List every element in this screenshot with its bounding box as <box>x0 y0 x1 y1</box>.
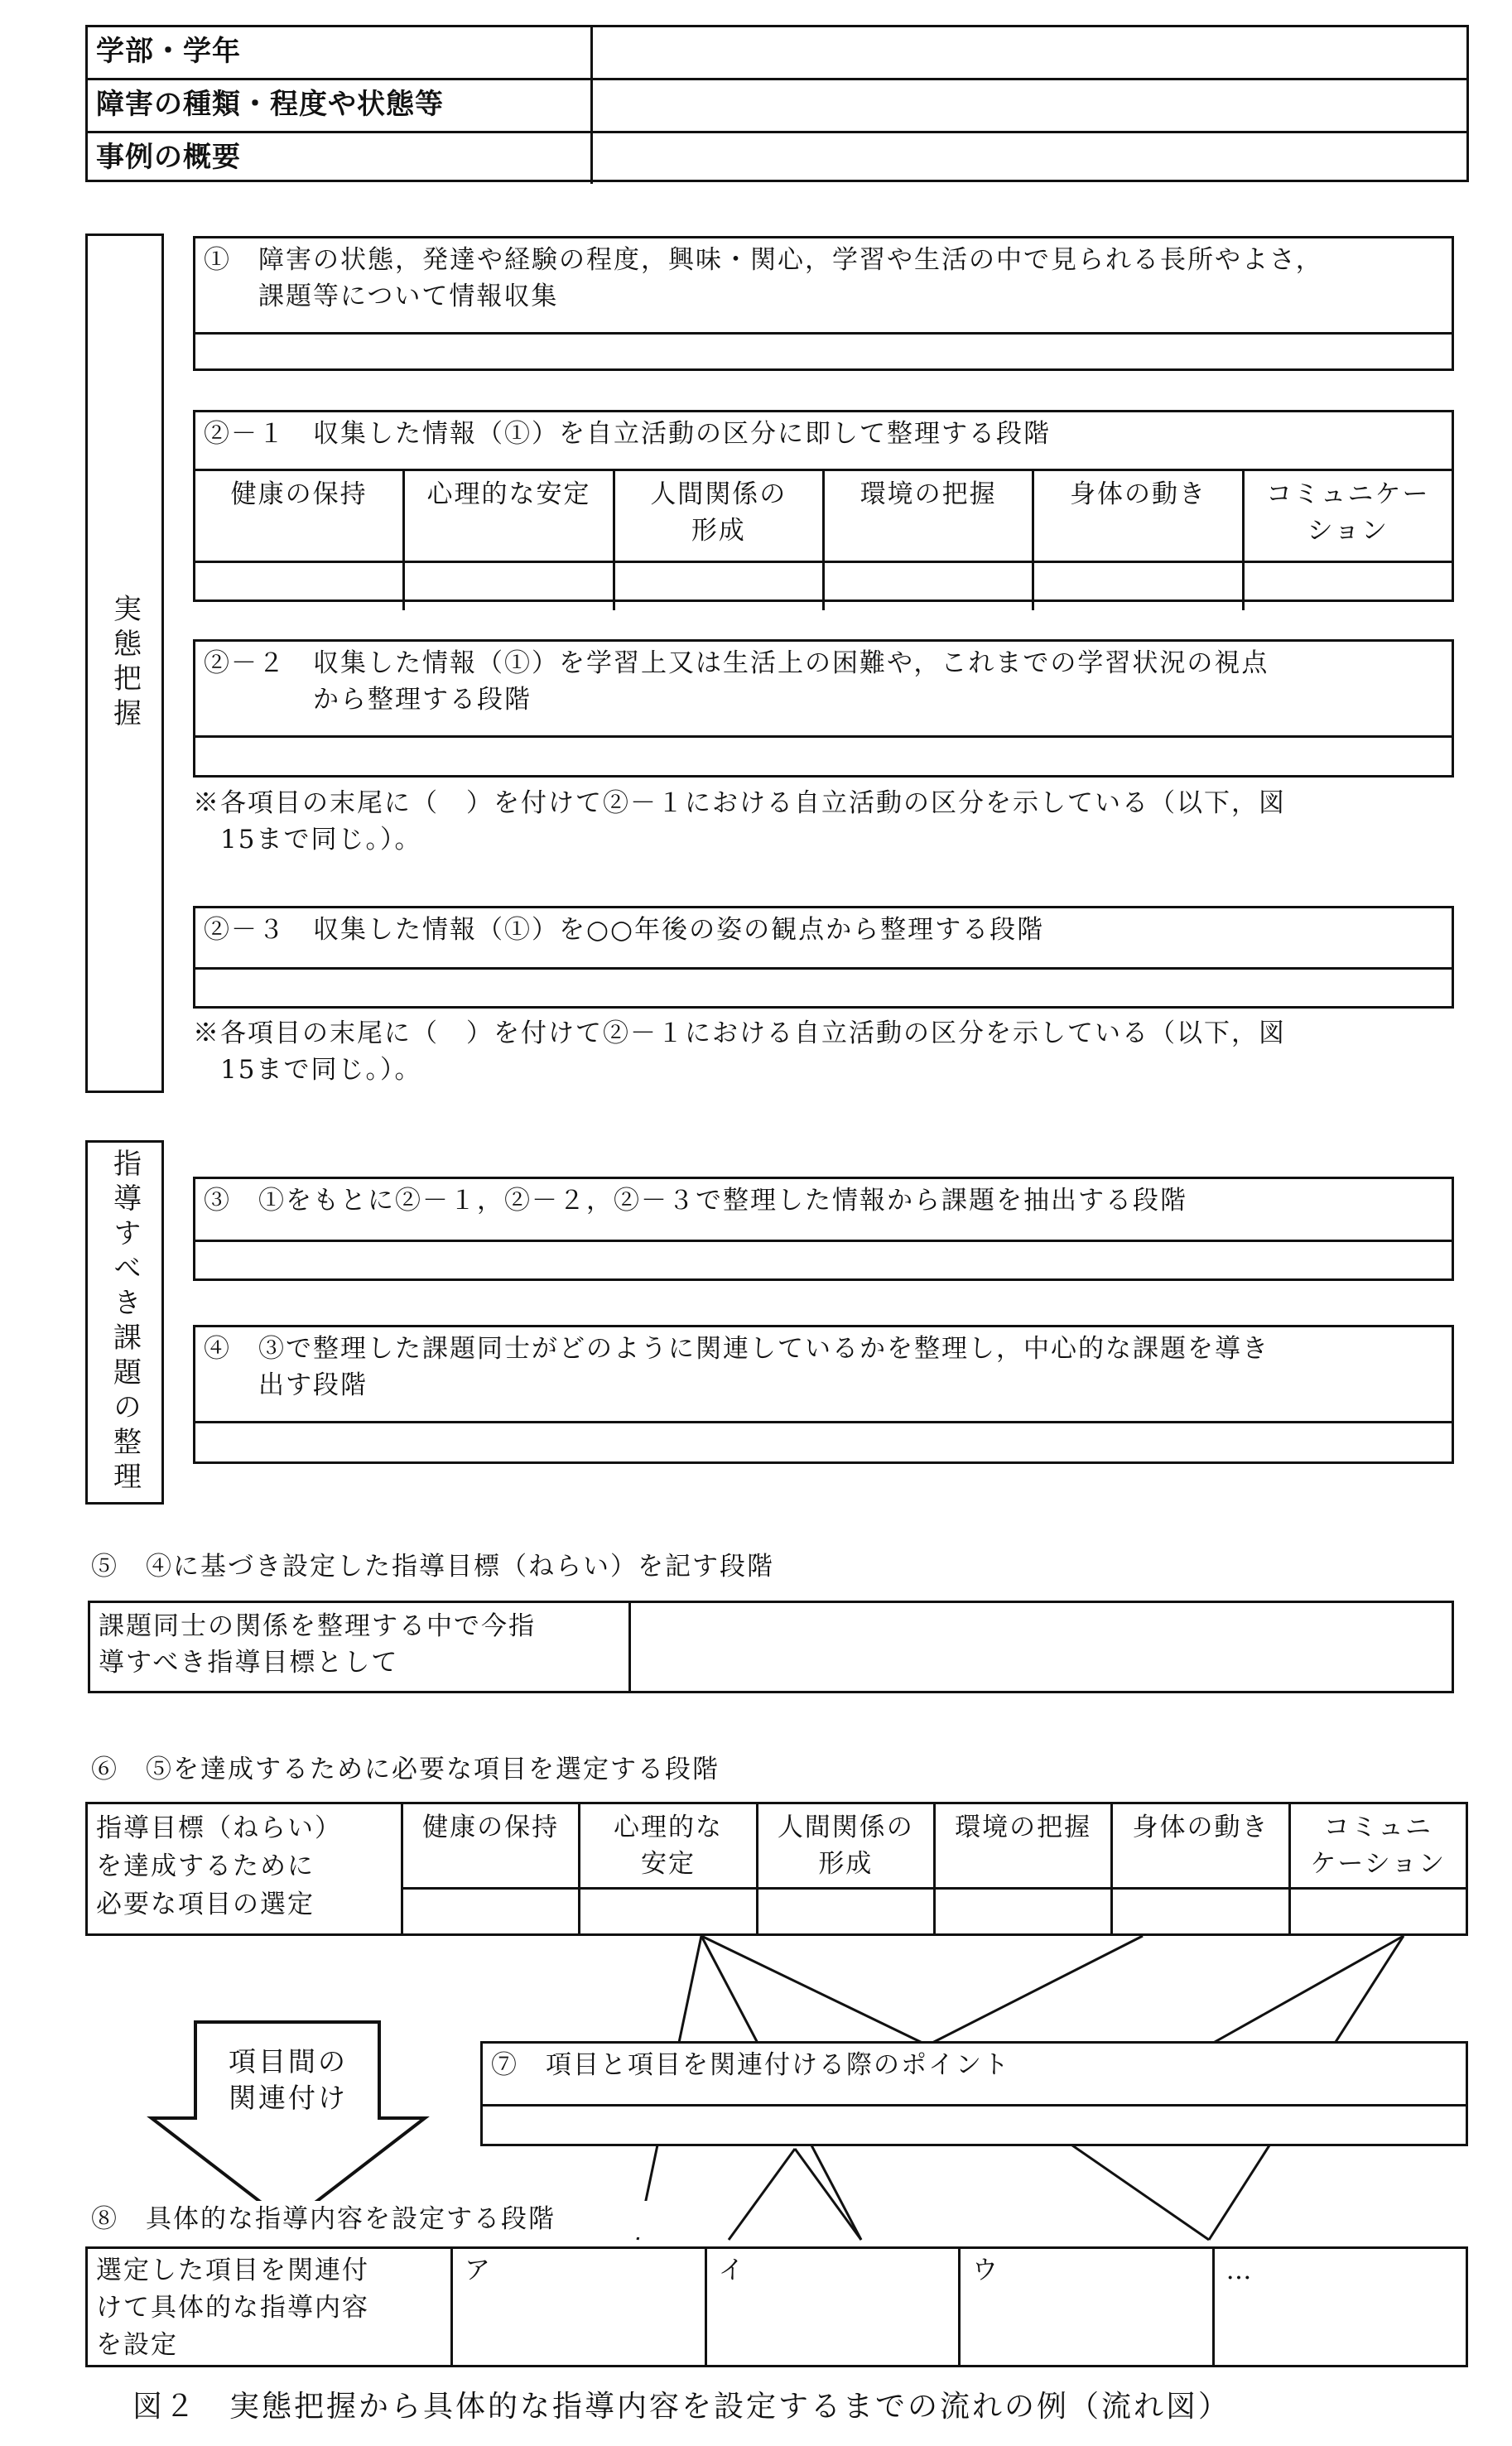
step2-1-title: ②－１ 収集した情報（①）を自立活動の区分に即して整理する段階 <box>195 412 1452 471</box>
step1-title: ① 障害の状態，発達や経験の程度，興味・関心，学習や生活の中で見られる長所やよさ， 課題等について情報収集 <box>195 238 1452 335</box>
header-row-disability <box>88 80 1466 133</box>
step5-table <box>88 1601 1454 1693</box>
step8-table <box>85 2246 1468 2367</box>
step6-heading: ⑥ ⑤を達成するために必要な項目を選定する段階 <box>91 1755 720 1784</box>
step4-input-area[interactable] <box>195 1423 1452 1472</box>
content-cell-a[interactable]: ア <box>453 2249 707 2365</box>
case-summary-label: 事例の概要 <box>88 133 593 184</box>
step6-label: 指導目標（ねらい） を達成するために 必要な項目の選定 <box>88 1804 403 1933</box>
step2-2-title: ②－２ 収集した情報（①）を学習上又は生活上の困難や，これまでの学習状況の視点 から整理する段階 <box>195 642 1452 738</box>
header-row-case <box>88 133 1466 184</box>
case-summary-value-field[interactable] <box>593 133 1466 184</box>
category-input-cell[interactable] <box>405 563 614 610</box>
step5-goal-field[interactable] <box>631 1603 1452 1691</box>
step2-2-input-area[interactable] <box>195 738 1452 786</box>
step8-label: 選定した項目を関連付 けて具体的な指導内容 を設定 <box>88 2249 453 2365</box>
category-input-cell[interactable] <box>580 1890 758 1933</box>
step3-box <box>193 1177 1454 1281</box>
step3-input-area[interactable] <box>195 1242 1452 1289</box>
step2-3-note: ※各項目の末尾に（ ）を付けて②－１における自立活動の区分を示している（以下，図 15まで同じ。）。 <box>193 1018 1286 1085</box>
category-input-cell[interactable] <box>936 1890 1113 1933</box>
category-input-cell[interactable] <box>1245 563 1452 610</box>
category-input-cell[interactable] <box>825 563 1034 610</box>
category-input-cell[interactable] <box>1034 563 1244 610</box>
grade-value-field[interactable] <box>593 27 1466 78</box>
step4-box <box>193 1325 1454 1464</box>
step6-grid <box>403 1804 1466 1933</box>
category-input-cell[interactable] <box>758 1890 936 1933</box>
category-input-cell[interactable] <box>615 563 825 610</box>
category-cell: 心理的な 安定 <box>580 1804 758 1887</box>
side-label-issues <box>85 1140 164 1505</box>
grade-label: 学部・学年 <box>88 27 593 78</box>
category-cell: 健康の保持 <box>403 1804 580 1887</box>
category-cell: 環境の把握 <box>936 1804 1113 1887</box>
category-cell: 健康の保持 <box>195 471 405 561</box>
disability-label: 障害の種類・程度や状態等 <box>88 80 593 131</box>
step7-input-area[interactable] <box>483 2107 1466 2155</box>
header-table <box>85 25 1469 182</box>
side-label-assessment <box>85 234 164 1093</box>
figure-caption: 図２ 実態把握から具体的な指導内容を設定するまでの流れの例（流れ図） <box>132 2390 1231 2424</box>
step6-category-header <box>403 1804 1466 1890</box>
step7-title: ⑦ 項目と項目を関連付ける際のポイント <box>483 2044 1466 2107</box>
side-label-assessment-text: 実態把握 <box>108 594 142 733</box>
content-cell-u[interactable]: ウ <box>961 2249 1215 2365</box>
side-label-issues-text: 指導すべき課題の整理 <box>108 1148 142 1496</box>
category-cell: 人間関係の 形成 <box>758 1804 936 1887</box>
step2-3-input-area[interactable] <box>195 970 1452 1017</box>
category-input-cell[interactable] <box>1113 1890 1290 1933</box>
category-cell: 身体の動き <box>1113 1804 1290 1887</box>
step6-table <box>85 1802 1468 1936</box>
step2-2-note: ※各項目の末尾に（ ）を付けて②－１における自立活動の区分を示している（以下，図 15まで同じ。）。 <box>193 788 1286 855</box>
category-cell: 心理的な安定 <box>405 471 614 561</box>
step8-heading: ⑧ 具体的な指導内容を設定する段階 <box>91 2201 671 2237</box>
step1-box <box>193 236 1454 371</box>
category-input-cell[interactable] <box>1291 1890 1466 1933</box>
content-cell-i[interactable]: イ <box>707 2249 961 2365</box>
category-cell: コミュニケー ション <box>1266 479 1430 546</box>
disability-value-field[interactable] <box>593 80 1466 131</box>
header-row-grade <box>88 27 1466 80</box>
step1-input-area[interactable] <box>195 335 1452 379</box>
step3-title: ③ ①をもとに②－１，②－２，②－３で整理した情報から課題を抽出する段階 <box>195 1179 1452 1242</box>
step6-input-row <box>403 1890 1466 1933</box>
category-cell: 人間関係の 形成 <box>615 471 825 561</box>
step2-3-title: ②－３ 収集した情報（①）を○○年後の姿の観点から整理する段階 <box>195 908 1452 970</box>
category-input-cell[interactable] <box>195 563 405 610</box>
step2-1-box <box>193 410 1454 602</box>
step4-title: ④ ③で整理した課題同士がどのように関連しているかを整理し，中心的な課題を導き 出す段階 <box>195 1327 1452 1423</box>
category-cell: 身体の動き <box>1034 471 1244 561</box>
step2-1-category-header <box>195 471 1452 563</box>
step2-2-box <box>193 639 1454 778</box>
step5-label: 課題同士の関係を整理する中で今指 導すべき指導目標として <box>90 1603 631 1691</box>
step5-heading: ⑤ ④に基づき設定した指導目標（ねらい）を記す段階 <box>91 1552 774 1582</box>
category-cell: コミュニ ケーション <box>1310 1813 1447 1879</box>
step7-box <box>480 2041 1468 2146</box>
content-cell-more[interactable]: … <box>1225 2256 1254 2285</box>
category-cell: 環境の把握 <box>825 471 1034 561</box>
step2-1-input-row <box>195 563 1452 610</box>
arrow-label: 項目間の 関連付け <box>229 2045 348 2114</box>
step2-3-box <box>193 906 1454 1009</box>
category-input-cell[interactable] <box>403 1890 580 1933</box>
